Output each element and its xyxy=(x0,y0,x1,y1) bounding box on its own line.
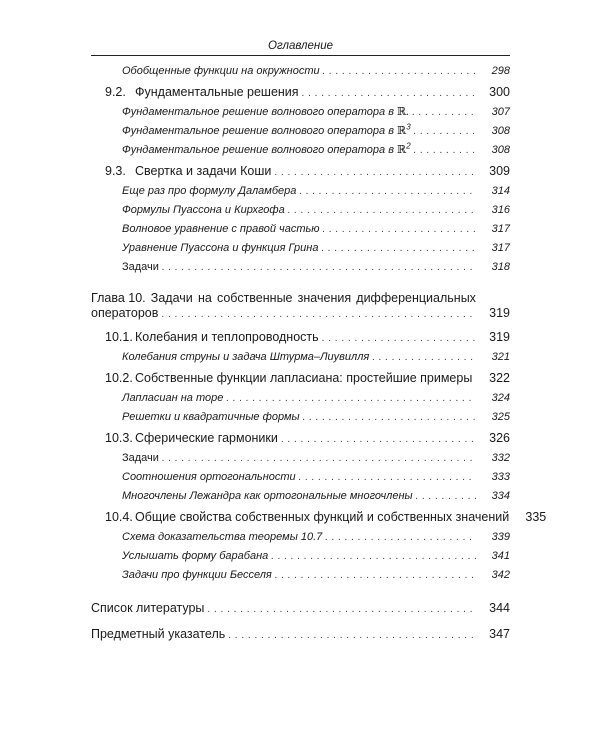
toc-entry-title xyxy=(122,122,414,140)
toc-entry-title: Еще раз про формулу Даламбера xyxy=(122,185,297,197)
toc-page-number: 347 xyxy=(489,627,510,641)
real-numbers-symbol: ℝ xyxy=(397,105,407,118)
toc-entry[interactable] xyxy=(91,528,510,547)
toc-page-number: 316 xyxy=(491,204,510,216)
toc-entry[interactable] xyxy=(91,258,510,277)
chapter-title-word: дифференциальных xyxy=(356,291,476,305)
toc-entry[interactable] xyxy=(91,182,510,201)
section-title-text: Свертка и задачи Коши xyxy=(135,164,272,178)
toc-entry-title: Колебания струны и задача Штурма–Лиувилля xyxy=(122,351,370,363)
toc-section-title xyxy=(105,83,302,102)
toc-page-number: 319 xyxy=(489,330,510,344)
toc-page-number: 332 xyxy=(491,452,510,464)
entry-title-text: Фундаментальное решение волнового оператора в xyxy=(122,125,398,137)
toc-entry[interactable] xyxy=(91,103,510,122)
entry-title-text: Фундаментальное решение волнового оператора в xyxy=(122,144,398,156)
toc-entry[interactable] xyxy=(91,201,510,220)
dot-leader xyxy=(299,183,476,201)
toc-page-number: 321 xyxy=(491,351,510,363)
real-numbers-symbol: ℝ xyxy=(397,124,407,137)
toc-section[interactable] xyxy=(91,162,510,182)
toc-entry[interactable] xyxy=(91,566,510,585)
toc-section[interactable] xyxy=(91,328,510,348)
dot-leader xyxy=(321,240,476,258)
toc-page-number: 324 xyxy=(491,392,510,404)
toc-entry-title: Соотношения ортогональности xyxy=(122,471,296,483)
toc-entry-title: Уравнение Пуассона и функция Грина xyxy=(122,242,319,254)
toc-entry[interactable] xyxy=(91,220,510,239)
toc-page-number: 334 xyxy=(491,490,510,502)
toc-section-title xyxy=(105,369,475,388)
toc-page-number: 298 xyxy=(491,65,510,77)
chapter-title-word: значения xyxy=(297,291,352,305)
toc-top-title: Список литературы xyxy=(91,601,205,615)
toc-page-number: 344 xyxy=(489,601,510,615)
toc-entry[interactable] xyxy=(91,348,510,367)
toc-page-number: 314 xyxy=(491,185,510,197)
toc-section-title xyxy=(105,429,281,448)
toc-section-title xyxy=(105,508,512,527)
chapter-label: Глава 10. xyxy=(91,291,146,305)
dot-leader xyxy=(274,163,476,182)
section-number: 10.1. xyxy=(105,330,133,344)
toc-section-title xyxy=(105,162,274,181)
dot-leader xyxy=(323,221,476,239)
toc-entry-title: Формулы Пуассона и Кирхгофа xyxy=(122,204,285,216)
toc-references[interactable] xyxy=(91,599,510,619)
toc-entry-title xyxy=(122,103,412,121)
chapter-title-line xyxy=(91,291,510,306)
dot-leader xyxy=(161,307,476,322)
section-title-text: Колебания и теплопроводность xyxy=(135,330,319,344)
toc-entry[interactable] xyxy=(91,468,510,487)
toc-entry-title: Обобщенные функции на окружности xyxy=(122,65,320,77)
toc-entry[interactable] xyxy=(91,487,510,506)
toc-page-number: 339 xyxy=(491,531,510,543)
dot-leader xyxy=(207,600,476,619)
toc-entry-title: Задачи xyxy=(122,452,159,464)
toc-entry-title: Волновое уравнение с правой частью xyxy=(122,223,320,235)
toc-entry-title xyxy=(122,141,414,159)
toc-entry[interactable] xyxy=(91,141,510,160)
dot-leader xyxy=(288,202,476,220)
dot-leader xyxy=(228,626,476,645)
section-title-text: Сферические гармоники xyxy=(135,431,278,445)
section-number: 9.2. xyxy=(105,85,126,99)
toc-entry[interactable] xyxy=(91,449,510,468)
section-title-text: Фундаментальные решения xyxy=(135,85,299,99)
toc-entry[interactable] xyxy=(91,547,510,566)
dot-leader xyxy=(322,329,476,348)
chapter-title-continuation: операторов xyxy=(91,306,159,320)
dot-leader xyxy=(416,488,476,506)
dot-leader xyxy=(271,548,476,566)
toc-page-number: 342 xyxy=(491,569,510,581)
running-header xyxy=(91,40,510,56)
dot-leader xyxy=(323,63,476,81)
dot-leader xyxy=(162,450,476,468)
dot-leader xyxy=(226,390,476,408)
toc-page-number: 300 xyxy=(489,85,510,99)
table-of-contents xyxy=(91,62,547,645)
section-number: 10.2. xyxy=(105,371,133,385)
toc-page-number: 341 xyxy=(491,550,510,562)
chapter-title-word: Задачи xyxy=(150,291,193,305)
toc-entry[interactable] xyxy=(91,122,510,141)
toc-page-number: 326 xyxy=(489,431,510,445)
toc-entry-title: Решетки и квадратичные формы xyxy=(122,411,300,423)
toc-page-number: 307 xyxy=(491,106,510,118)
toc-section[interactable] xyxy=(91,508,547,528)
exponent: 3 xyxy=(406,122,411,132)
exponent: 2 xyxy=(406,141,411,151)
toc-page-number: 317 xyxy=(491,223,510,235)
toc-page-number: 308 xyxy=(491,125,510,137)
entry-title-suffix: . xyxy=(406,106,410,118)
dot-leader xyxy=(302,84,476,103)
dot-leader xyxy=(414,123,476,141)
toc-top-title: Предметный указатель xyxy=(91,627,226,641)
toc-page-number: 335 xyxy=(525,510,547,524)
dot-leader xyxy=(281,430,476,449)
toc-section[interactable] xyxy=(91,429,510,449)
toc-entry[interactable] xyxy=(91,408,510,427)
dot-leader xyxy=(275,567,476,585)
toc-chapter[interactable] xyxy=(91,291,510,322)
toc-entry[interactable] xyxy=(91,62,510,81)
real-numbers-symbol: ℝ xyxy=(397,143,407,156)
toc-entry-title: Схема доказательства теоремы 10.7 xyxy=(122,531,323,543)
toc-page-number: 319 xyxy=(489,306,510,320)
section-number: 10.4. xyxy=(105,510,133,524)
section-title-text: Собственные функции лапласиана: простейшие примеры xyxy=(135,371,473,385)
section-number: 9.3. xyxy=(105,164,126,178)
toc-entry[interactable] xyxy=(91,239,510,258)
toc-entry-title: Задачи про функции Бесселя xyxy=(122,569,272,581)
toc-subject-index[interactable] xyxy=(91,625,510,645)
chapter-title-word: собственные xyxy=(216,291,293,305)
entry-title-text: Фундаментальное решение волнового оператора в xyxy=(122,106,398,118)
toc-entry-title: Услышать форму барабана xyxy=(122,550,269,562)
dot-leader xyxy=(412,104,476,122)
dot-leader xyxy=(372,349,476,367)
toc-page-number: 333 xyxy=(491,471,510,483)
toc-page-number: 308 xyxy=(491,144,510,156)
chapter-title-line-2 xyxy=(91,306,510,322)
dot-leader xyxy=(325,529,476,547)
toc-page-number: 309 xyxy=(489,164,510,178)
chapter-title-word: на xyxy=(197,291,212,305)
dot-leader xyxy=(303,409,476,427)
dot-leader xyxy=(162,259,476,277)
toc-page-number: 325 xyxy=(491,411,510,423)
dot-leader xyxy=(299,469,476,487)
toc-section-title xyxy=(105,328,322,347)
toc-entry-title: Лапласиан на торе xyxy=(122,392,224,404)
section-title-text: Общие свойства собственных функций и собственных значений xyxy=(135,510,510,524)
toc-section[interactable] xyxy=(91,369,510,389)
toc-page-number: 322 xyxy=(489,371,510,385)
toc-section[interactable] xyxy=(91,83,510,103)
toc-page-number: 317 xyxy=(491,242,510,254)
toc-page-number: 318 xyxy=(491,261,510,273)
toc-entry[interactable] xyxy=(91,389,510,408)
section-number: 10.3. xyxy=(105,431,133,445)
dot-leader xyxy=(414,142,476,160)
toc-entry-title: Задачи xyxy=(122,261,159,273)
toc-entry-title: Многочлены Лежандра как ортогональные многочлены xyxy=(122,490,413,502)
running-title: Оглавление xyxy=(268,40,333,52)
